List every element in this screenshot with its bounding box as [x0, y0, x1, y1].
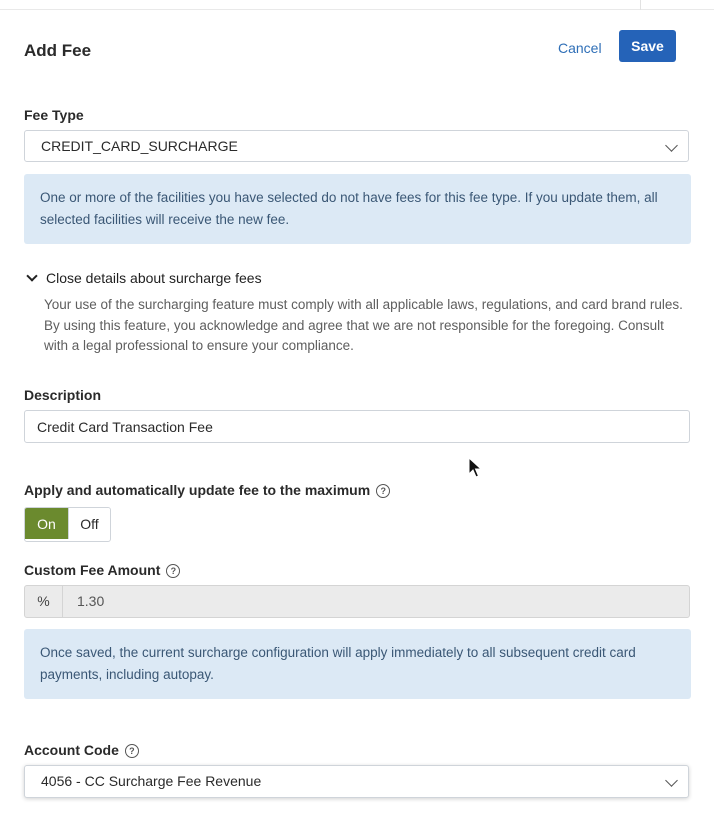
custom-fee-input [24, 585, 690, 618]
top-edge [0, 0, 714, 10]
account-code-label [24, 742, 139, 758]
mouse-cursor-icon [468, 457, 482, 479]
cancel-button[interactable]: Cancel [552, 35, 608, 61]
help-circle-icon[interactable]: ? [125, 744, 139, 758]
description-input[interactable] [24, 410, 690, 443]
surcharge-details-toggle[interactable] [24, 268, 262, 288]
account-code-label-text: Account Code [24, 742, 119, 758]
help-circle-icon[interactable]: ? [166, 564, 180, 578]
auto-update-label [24, 482, 390, 498]
top-separator [640, 0, 641, 10]
page-title: Add Fee [24, 41, 92, 60]
custom-fee-value: 1.30 [77, 593, 105, 609]
chevron-down-icon [665, 774, 678, 787]
auto-update-toggle[interactable] [24, 507, 111, 542]
fee-type-label: Fee Type [24, 107, 84, 123]
fee-type-select[interactable] [24, 130, 689, 162]
save-button[interactable]: Save [619, 30, 676, 62]
account-code-select[interactable] [24, 765, 689, 798]
toggle-on-button[interactable]: On [25, 508, 68, 539]
help-circle-icon[interactable]: ? [376, 484, 390, 498]
toggle-off-button[interactable]: Off [68, 508, 110, 539]
facilities-notice: One or more of the facilities you have selected do not have fees for this fee type. If you update them, all selected facilities will receive the new fee. [24, 174, 691, 244]
account-code-value: 4056 - CC Surcharge Fee Revenue [41, 773, 262, 789]
percent-addon: % [25, 586, 63, 617]
auto-update-label-text: Apply and automatically update fee to the maximum [24, 482, 371, 498]
fee-type-value: CREDIT_CARD_SURCHARGE [41, 138, 238, 154]
custom-fee-label [24, 562, 180, 578]
surcharge-notice: Once saved, the current surcharge configuration will apply immediately to all subsequent credit card payments, including autopay. [24, 629, 691, 699]
description-label: Description [24, 387, 102, 403]
top-divider [0, 9, 714, 10]
caret-down-icon [26, 270, 37, 281]
surcharge-details-text: Your use of the surcharging feature must comply with all applicable laws, regulations, and card brand rules. By using this feature, you acknowledge and agree that we are not responsible for the foregoing. Consult with a legal professional to ensure your compliance. [44, 297, 683, 353]
chevron-down-icon [665, 139, 678, 152]
custom-fee-label-text: Custom Fee Amount [24, 562, 161, 578]
surcharge-details-toggle-label: Close details about surcharge fees [46, 270, 262, 286]
